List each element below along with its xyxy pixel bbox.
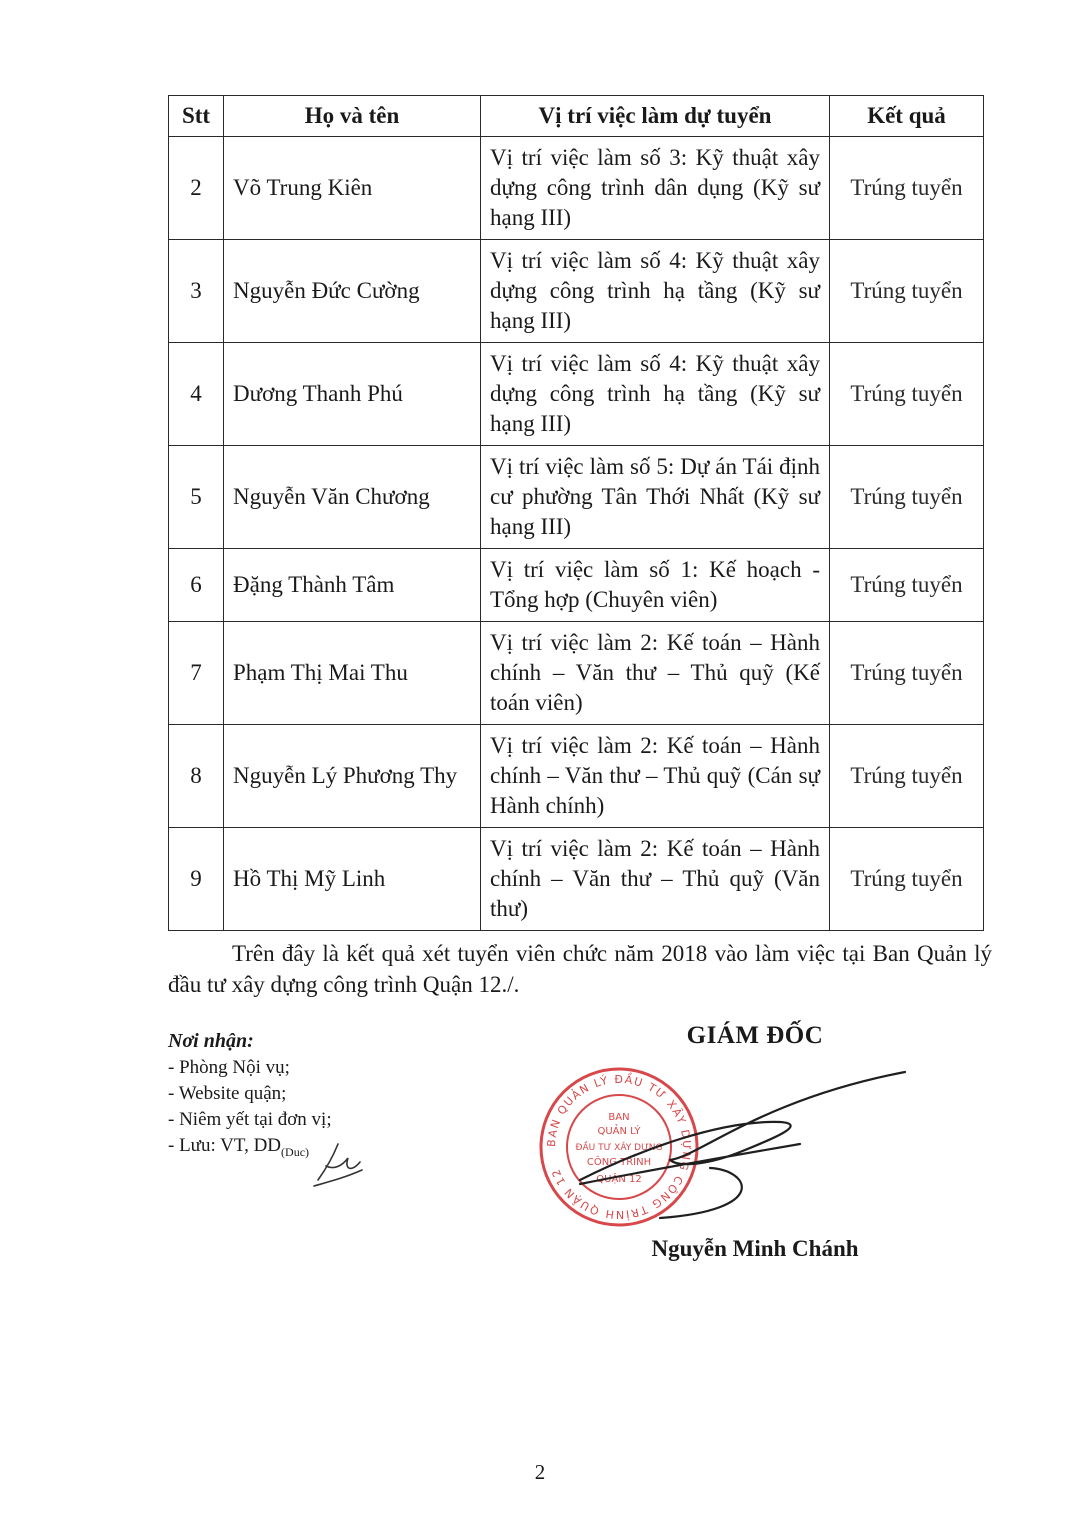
row-result: Trúng tuyển bbox=[830, 137, 984, 240]
row-stt: 8 bbox=[169, 725, 224, 828]
row-position: Vị trí việc làm 2: Kế toán – Hành chính – Văn thư – Thủ quỹ (Văn thư) bbox=[481, 828, 830, 931]
header-name: Họ và tên bbox=[224, 96, 481, 137]
seal-line: QUẬN 12 bbox=[596, 1174, 642, 1185]
table-row bbox=[169, 343, 984, 446]
table-row bbox=[169, 828, 984, 931]
header-stt: Stt bbox=[169, 96, 224, 137]
row-stt: 3 bbox=[169, 240, 224, 343]
row-position: Vị trí việc làm số 3: Kỹ thuật xây dựng công trình dân dụng (Kỹ sư hạng III) bbox=[481, 137, 830, 240]
archive-initials: (Duc) bbox=[281, 1144, 310, 1159]
row-result: Trúng tuyển bbox=[830, 240, 984, 343]
row-position: Vị trí việc làm số 5: Dự án Tái định cư phường Tân Thới Nhất (Kỹ sư hạng III) bbox=[481, 446, 830, 549]
row-position: Vị trí việc làm số 4: Kỹ thuật xây dựng công trình hạ tầng (Kỹ sư hạng III) bbox=[481, 343, 830, 446]
seal-line: BAN bbox=[608, 1112, 630, 1123]
table-row bbox=[169, 549, 984, 622]
row-name: Nguyễn Đức Cường bbox=[224, 240, 481, 343]
row-stt: 4 bbox=[169, 343, 224, 446]
row-result: Trúng tuyển bbox=[830, 446, 984, 549]
row-name: Đặng Thành Tâm bbox=[224, 549, 481, 622]
row-result: Trúng tuyển bbox=[830, 828, 984, 931]
table-row bbox=[169, 725, 984, 828]
table-row bbox=[169, 240, 984, 343]
row-result: Trúng tuyển bbox=[830, 343, 984, 446]
archive-label: - Lưu: VT, DD bbox=[168, 1135, 282, 1156]
row-name: Nguyễn Văn Chương bbox=[224, 446, 481, 549]
row-name: Phạm Thị Mai Thu bbox=[224, 622, 481, 725]
seal-ring-text: BAN QUẢN LÝ ĐẦU TƯ XÂY DỰNG CÔNG TRÌNH QUẬN 12 bbox=[544, 1072, 694, 1222]
row-position: Vị trí việc làm 2: Kế toán – Hành chính – Văn thư – Thủ quỹ (Cán sự Hành chính) bbox=[481, 725, 830, 828]
seal-line: CÔNG TRÌNH bbox=[586, 1157, 652, 1168]
director-name: Nguyễn Minh Chánh bbox=[651, 1236, 859, 1261]
row-position: Vị trí việc làm 2: Kế toán – Hành chính – Văn thư – Thủ quỹ (Kế toán viên) bbox=[481, 622, 830, 725]
row-stt: 5 bbox=[169, 446, 224, 549]
summary-paragraph: Trên đây là kết quả xét tuyển viên chức năm 2018 vào làm việc tại Ban Quản lý đầu tư xây dựng công trình Quận 12./. bbox=[168, 941, 992, 997]
initials-mark-icon bbox=[308, 1136, 368, 1192]
row-position: Vị trí việc làm số 4: Kỹ thuật xây dựng công trình hạ tầng (Kỹ sư hạng III) bbox=[481, 240, 830, 343]
header-result: Kết quả bbox=[830, 96, 984, 137]
seal-line: QUẢN LÝ bbox=[597, 1126, 641, 1137]
row-stt: 9 bbox=[169, 828, 224, 931]
results-table bbox=[168, 95, 984, 931]
row-result: Trúng tuyển bbox=[830, 622, 984, 725]
row-stt: 2 bbox=[169, 137, 224, 240]
recipients-title: Nơi nhận: bbox=[168, 1030, 254, 1052]
director-signature-icon bbox=[560, 1060, 940, 1230]
row-result: Trúng tuyển bbox=[830, 725, 984, 828]
recipient-item: - Website quận; bbox=[168, 1083, 287, 1104]
row-stt: 6 bbox=[169, 549, 224, 622]
table-row bbox=[169, 137, 984, 240]
header-position: Vị trí việc làm dự tuyển bbox=[481, 96, 830, 137]
row-name: Võ Trung Kiên bbox=[224, 137, 481, 240]
table-header-row bbox=[169, 96, 984, 137]
row-stt: 7 bbox=[169, 622, 224, 725]
director-title: GIÁM ĐỐC bbox=[686, 1022, 824, 1049]
recipient-item: - Niêm yết tại đơn vị; bbox=[168, 1109, 332, 1130]
seal-line: ĐẦU TƯ XÂY DỰNG bbox=[575, 1143, 663, 1153]
table-row bbox=[169, 446, 984, 549]
page-number: 2 bbox=[534, 1460, 546, 1484]
row-position: Vị trí việc làm số 1: Kế hoạch - Tổng hợp (Chuyên viên) bbox=[481, 549, 830, 622]
table-row bbox=[169, 622, 984, 725]
row-result: Trúng tuyển bbox=[830, 549, 984, 622]
row-name: Nguyễn Lý Phương Thy bbox=[224, 725, 481, 828]
row-name: Hồ Thị Mỹ Linh bbox=[224, 828, 481, 931]
recipient-item: - Phòng Nội vụ; bbox=[168, 1057, 290, 1078]
row-name: Dương Thanh Phú bbox=[224, 343, 481, 446]
